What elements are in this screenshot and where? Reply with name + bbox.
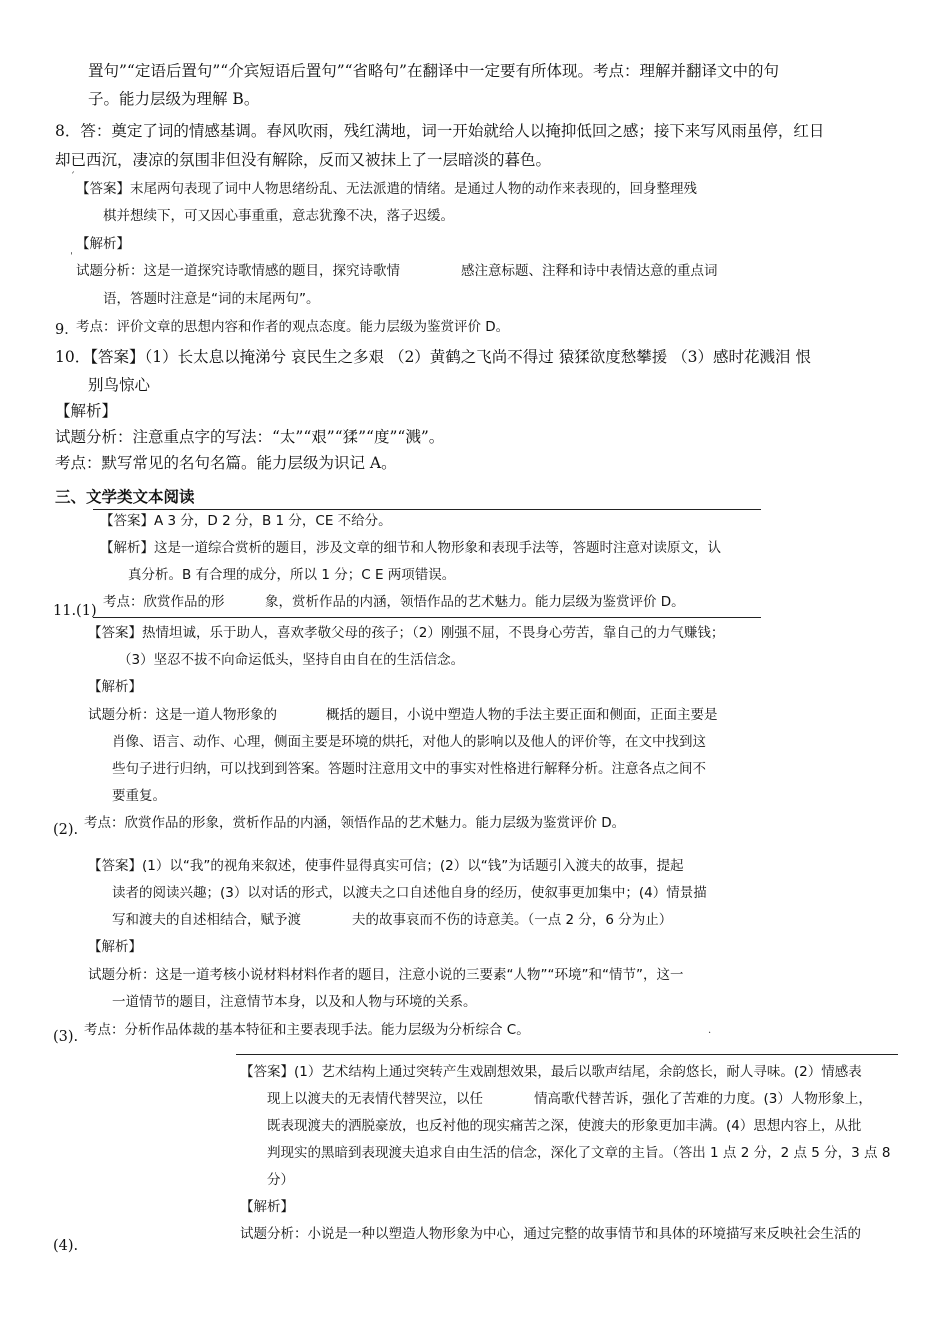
q9-kaodian: 考点：评价文章的思想内容和作者的观点态度。能力层级为鉴赏评价 D。	[76, 319, 510, 335]
scan-mark: ˈ	[70, 252, 73, 263]
q11-1-analysis-line-2: 真分析。B 有合理的成分，所以 1 分；C E 两项错误。	[128, 567, 456, 583]
q11-2-answer-line-1: 【答案】热情坦诚，乐于助人，喜欢孝敬父母的孩子；（2）刚强不屈，不畏身心劳苦，靠自己的力气赚钱；	[88, 625, 725, 641]
q11-2-analysis-heading: 【解析】	[88, 679, 142, 695]
scan-mark: .	[708, 1025, 712, 1036]
top-line-1: 置句”“定语后置句”“介宾短语后置句”“省略句”在翻译中一定要有所体现。考点：理解并翻译文中的句	[88, 62, 779, 80]
scan-mark: ˊ	[70, 172, 75, 183]
q11-3-analysis-line-2: 一道情节的题目，注意情节本身，以及和人物与环境的关系。	[112, 994, 477, 1010]
q8-line-1: 8．答：奠定了词的情感基调。春风吹雨，残红满地，词一开始就给人以掩抑低回之感；接下来写风雨虽停，红日	[55, 122, 825, 140]
q11-2-number: (2).	[53, 822, 79, 838]
q11-1-kaodian-a: 考点：欣赏作品的形	[103, 594, 225, 610]
q9-analysis-line-1b: 感注意标题、注释和诗中表情达意的重点词	[461, 263, 718, 279]
q11-2-analysis-line-1a: 试题分析：这是一道人物形象的	[88, 707, 277, 723]
q8-line-2: 却已西沉，凄凉的氛围非但没有解除，反而又被抹上了一层暗淡的暮色。	[55, 151, 552, 169]
q11-4-answer-line-3: 既表现渡夫的洒脱豪放，也反衬他的现实痛苦之深，使渡夫的形象更加丰满。(4）思想内容上，从批	[267, 1118, 862, 1134]
q9-analysis-heading: 【解析】	[76, 236, 130, 252]
q11-1-answer: 【答案】A 3 分，D 2 分，B 1 分，CE 不给分。	[100, 513, 392, 529]
q9-analysis-line-2: 语，答题时注意是“词的末尾两句”。	[103, 291, 320, 307]
q9-analysis-line-1a: 试题分析：这是一道探究诗歌情感的题目，探究诗歌情	[76, 263, 400, 279]
q11-4-answer-line-5: 分）	[267, 1172, 294, 1188]
q11-4-answer-line-4: 判现实的黑暗到表现渡夫追求自由生活的信念，深化了文章的主旨。（答出 1 点 2 分，2 点 5 分，3 点 8	[267, 1145, 891, 1161]
divider	[236, 1054, 898, 1055]
q10-answer-line-1: 10．【答案】（1）长太息以掩涕兮 哀民生之多艰 （2）黄鹤之飞尚不得过 猿猱欲度愁攀援 （3）感时花溅泪 恨	[55, 348, 811, 366]
section-3-title: 三、文学类文本阅读	[55, 487, 195, 506]
q11-3-answer-line-3a: 写和渡夫的自述相结合，赋予渡	[112, 912, 301, 928]
q11-3-analysis-heading: 【解析】	[88, 939, 142, 955]
q11-4-analysis-heading: 【解析】	[240, 1199, 294, 1215]
q11-3-answer-line-2: 读者的阅读兴趣；(3）以对话的形式，以渡夫之口自述他自身的经历，使叙事更加集中；(4）情景描	[112, 885, 707, 901]
q11-1-kaodian-b: 象，赏析作品的内涵，领悟作品的艺术魅力。能力层级为鉴赏评价 D。	[265, 594, 685, 610]
q9-number: 9．	[55, 322, 79, 338]
divider	[93, 617, 761, 618]
q11-2-analysis-line-4: 要重复。	[112, 788, 166, 804]
q11-1-number: 11.(1)	[53, 603, 97, 619]
q11-4-analysis-line-1: 试题分析：小说是一种以塑造人物形象为中心，通过完整的故事情节和具体的环境描写来反映社会生活的	[240, 1226, 861, 1242]
q11-3-number: (3).	[53, 1029, 79, 1045]
q11-3-answer-line-3b: 夫的故事哀而不伤的诗意美。（一点 2 分，6 分为止）	[352, 912, 673, 928]
q11-1-analysis-line-1: 【解析】这是一道综合赏析的题目，涉及文章的细节和人物形象和表现手法等，答题时注意对读原文，认	[100, 540, 721, 556]
q11-3-answer-line-1: 【答案】(1）以“我”的视角来叙述，使事件显得真实可信；(2）以“钱”为话题引入渡夫的故事，提起	[88, 858, 684, 874]
divider	[93, 509, 761, 510]
q9-answer-line-2: 棋并想续下，可又因心事重重，意志犹豫不决，落子迟缓。	[103, 208, 454, 224]
q10-analysis: 试题分析：注意重点字的写法：“太”“艰”“猱”“度”“溅”。	[55, 428, 445, 446]
q11-2-analysis-line-1b: 概括的题目，小说中塑造人物的手法主要正面和侧面，正面主要是	[326, 707, 718, 723]
q11-4-answer-line-2a: 现上以渡夫的无表情代替哭泣，以任	[267, 1091, 483, 1107]
q9-answer-line-1: 【答案】末尾两句表现了词中人物思绪纷乱、无法派遣的情绪。是通过人物的动作来表现的，回身整理残	[76, 181, 697, 197]
q10-analysis-heading: 【解析】	[55, 402, 118, 420]
q11-2-analysis-line-3: 些句子进行归纳，可以找到到答案。答题时注意用文中的事实对性格进行解释分析。注意各点之间不	[112, 761, 706, 777]
q11-3-analysis-line-1: 试题分析：这是一道考核小说材料材料作者的题目，注意小说的三要素“人物”“环境”和“情节”，这一	[88, 967, 684, 983]
q10-kaodian: 考点：默写常见的名句名篇。能力层级为识记 A。	[55, 454, 397, 472]
top-line-2: 子。能力层级为理解 B。	[88, 90, 260, 108]
q11-4-answer-line-1: 【答案】(1）艺术结构上通过突转产生戏剧想效果，最后以歌声结尾，余韵悠长，耐人寻味。(2）情感表	[240, 1064, 862, 1080]
q10-answer-line-2: 别鸟惊心	[88, 376, 151, 394]
q11-2-kaodian: 考点：欣赏作品的形象，赏析作品的内涵，领悟作品的艺术魅力。能力层级为鉴赏评价 D。	[84, 815, 626, 831]
q11-2-answer-line-2: （3）坚忍不拔不向命运低头，坚持自由自在的生活信念。	[118, 652, 465, 668]
q11-4-number: (4).	[53, 1238, 79, 1254]
q11-4-answer-line-2b: 情高歌代替苦诉，强化了苦难的力度。(3）人物形象上，	[534, 1091, 872, 1107]
q11-2-analysis-line-2: 肖像、语言、动作、心理，侧面主要是环境的烘托，对他人的影响以及他人的评价等，在文中找到这	[112, 734, 706, 750]
q11-3-kaodian: 考点：分析作品体裁的基本特征和主要表现手法。能力层级为分析综合 C。	[84, 1022, 530, 1038]
